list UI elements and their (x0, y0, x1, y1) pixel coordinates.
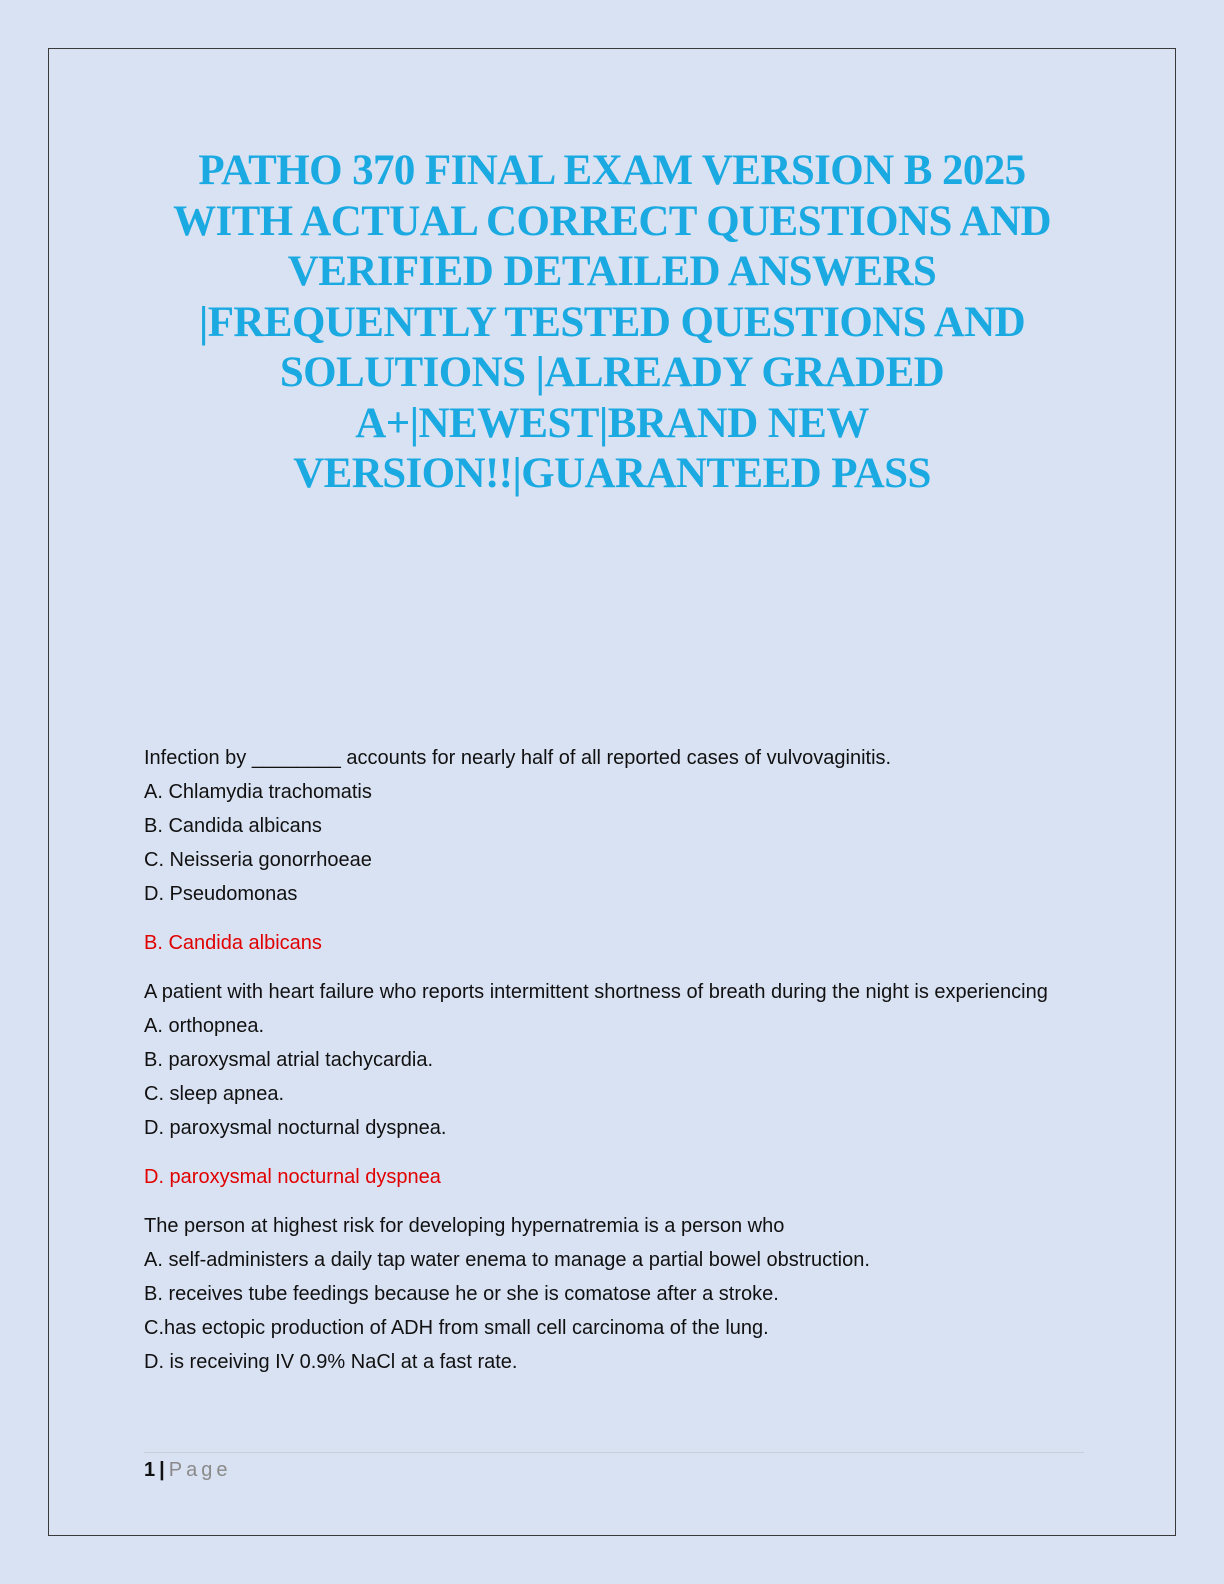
question-3 (144, 1209, 1084, 1379)
title-line: VERIFIED DETAILED ANSWERS (287, 248, 937, 295)
answer-option: B. Candida albicans (144, 815, 322, 837)
answer-option: C. Neisseria gonorrhoeae (144, 849, 372, 871)
title-line: |FREQUENTLY TESTED QUESTIONS AND (198, 298, 1026, 346)
page-label: Page (168, 1459, 232, 1481)
answer-option: B. receives tube feedings because he or she is comatose after a stroke. (144, 1283, 779, 1305)
answer-option: D. is receiving IV 0.9% NaCl at a fast rate. (144, 1351, 518, 1373)
document-title (140, 146, 1084, 500)
page-footer (144, 1455, 231, 1485)
question-stem: The person at highest risk for developing hypernatremia is a person who (144, 1215, 785, 1237)
answer-option: D. Pseudomonas (144, 883, 298, 905)
page-number: 1 (144, 1459, 156, 1481)
answer-option: A. self-administers a daily tap water enema to manage a partial bowel obstruction. (144, 1249, 870, 1271)
title-line: WITH ACTUAL CORRECT QUESTIONS AND (173, 197, 1051, 245)
correct-answer: D. paroxysmal nocturnal dyspnea (144, 1166, 441, 1188)
title-line: VERSION!!|GUARANTEED PASS (293, 450, 931, 497)
answer-option: C.has ectopic production of ADH from small cell carcinoma of the lung. (144, 1317, 769, 1339)
footer-divider (144, 1452, 1084, 1453)
answer-option: C. sleep apnea. (144, 1083, 285, 1105)
question-2 (144, 975, 1084, 1194)
title-line: A+|NEWEST|BRAND NEW (355, 399, 869, 447)
correct-answer: B. Candida albicans (144, 932, 322, 954)
question-1 (144, 741, 1084, 960)
footer-separator: | (159, 1459, 165, 1481)
title-line: PATHO 370 FINAL EXAM VERSION B 2025 (198, 147, 1026, 194)
question-stem: Infection by ________ accounts for nearly half of all reported cases of vulvovaginitis. (144, 747, 892, 769)
title-line: SOLUTIONS |ALREADY GRADED (279, 349, 945, 396)
question-stem: A patient with heart failure who reports intermittent shortness of breath during the night is experiencing (144, 981, 1048, 1003)
answer-option: D. paroxysmal nocturnal dyspnea. (144, 1117, 447, 1139)
answer-option: B. paroxysmal atrial tachycardia. (144, 1049, 434, 1071)
answer-option: A. orthopnea. (144, 1015, 265, 1037)
question-list (144, 741, 1084, 1379)
answer-option: A. Chlamydia trachomatis (144, 781, 372, 803)
